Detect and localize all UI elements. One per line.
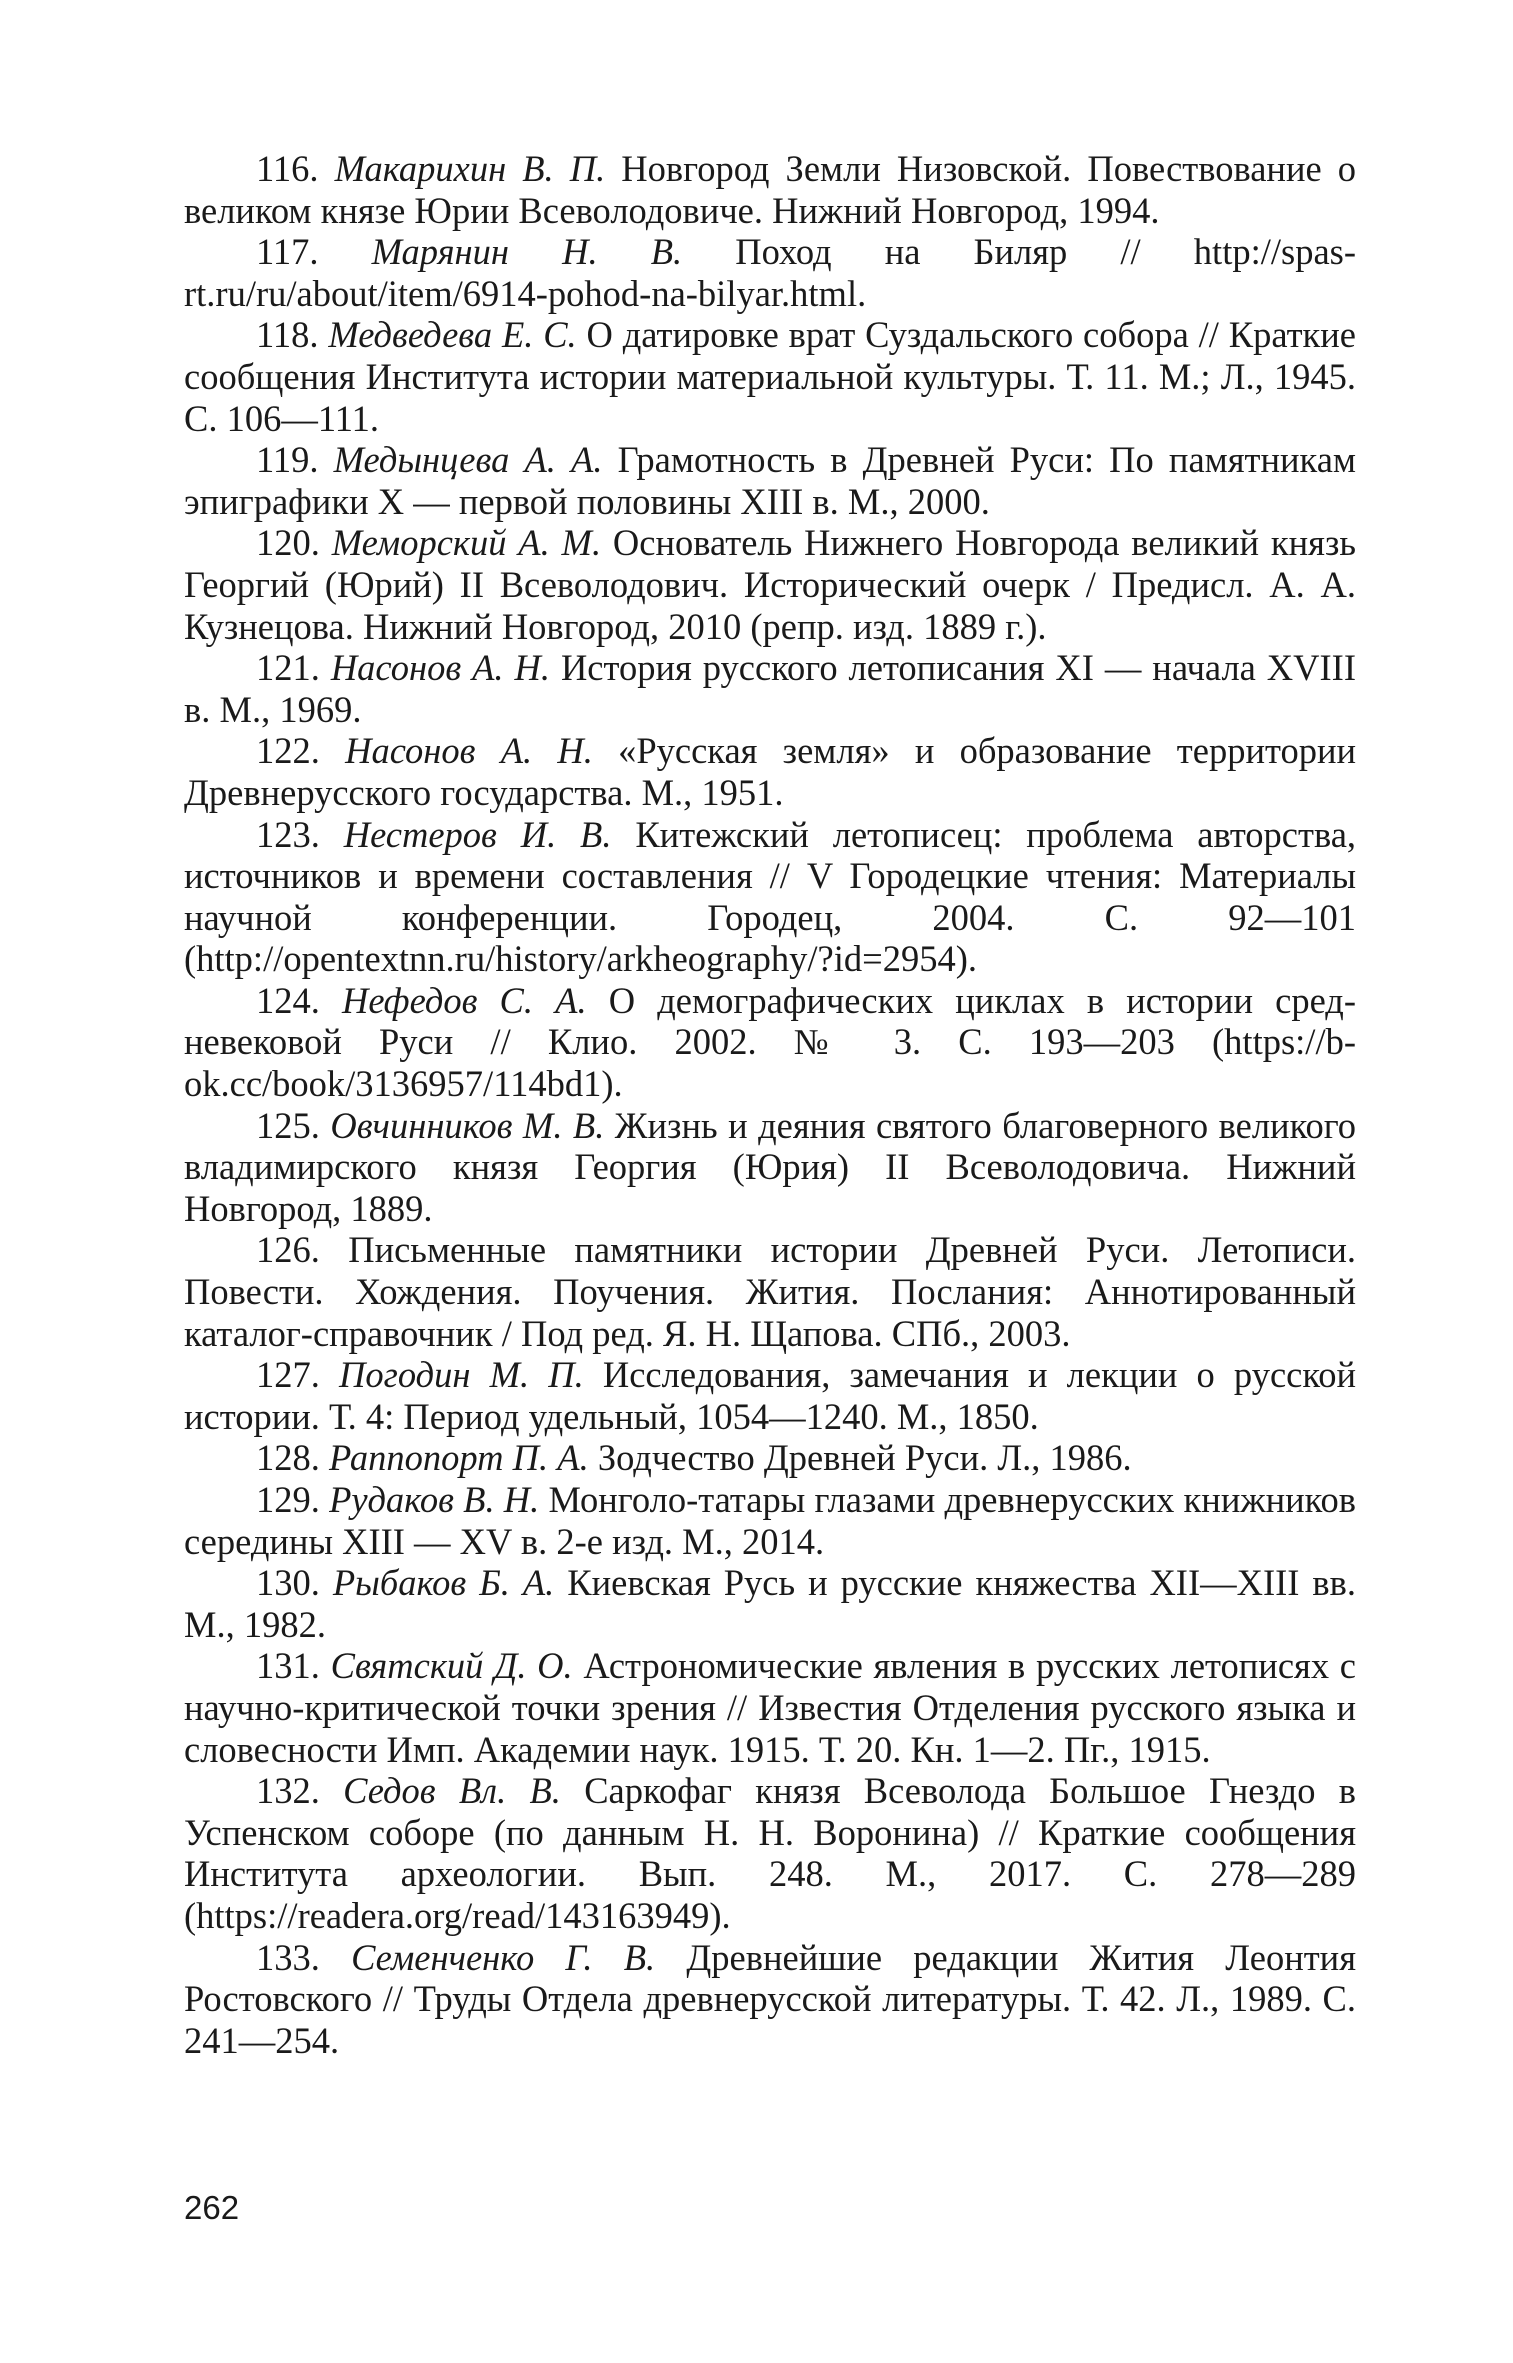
entry-number: 124. [256,979,320,1021]
entry-text: Монголо-татары глазами древнерусских книжников середины XIII — XV в. 2-е изд. М., 2014. [184,1479,1357,1562]
bib-entry [184,730,1356,813]
bib-entry [184,1437,1356,1479]
entry-text: Исследования, замечания и лекции о русской истории. Т. 4: Период удельный, 1054—1240. М., 1850. [184,1354,1357,1437]
entry-author: Медведева Е. С. [328,314,577,356]
entry-text: О демографических циклах в истории средневековой Руси // Клио. 2002. № 3. С. 193—203 (https://b-ok.cc/book/3136957/114bd1). [184,979,1357,1105]
bib-entry [184,647,1356,730]
bib-entry [184,1354,1356,1437]
entry-text: Письменные памятники истории Древней Руси. Летописи. Повести. Хождения. Поучения. Жития. Послания: Аннотированный каталог-справочник / Под ред. Я. Н. Щапова. СПб., 2003. [184,1229,1357,1354]
entry-number: 131. [256,1645,320,1687]
bibliography-list [184,148,1356,2061]
entry-number: 130. [256,1562,320,1604]
entry-author: Погодин М. П. [339,1354,584,1396]
page-number: 262 [184,2189,240,2226]
entry-text: О датировке врат Суздальского собора // Краткие сообщения Института истории материальной культуры. Т. 11. М.; Л., 1945. С. 106—111. [184,314,1357,439]
bib-entry [184,1937,1356,2062]
entry-text: Зодчество Древней Руси. Л., 1986. [597,1437,1132,1479]
entry-author: Раппопорт П. А. [329,1437,589,1479]
entry-author: Нестеров И. В. [343,813,612,855]
entry-text: Китежский летописец: проблема авторства, источников и времени составления // V Городецкие чтения: Материалы научной конференции. Городец, 2004. С. 92—101 (http://opentextnn.ru/history/arkheography/?id=2954). [184,813,1357,980]
entry-number: 127. [256,1354,320,1396]
entry-author: Меморский А. М. [331,522,602,564]
entry-text: Новгород Земли Низовской. Повествование о великом князе Юрии Всеволодовиче. Нижний Новгород, 1994. [184,148,1356,231]
entry-author: Рыбаков Б. А. [332,1562,555,1604]
entry-text: История русского летописания XI — начала XVIII в. М., 1969. [184,647,1356,730]
entry-author: Овчинников М. В. [330,1104,605,1146]
entry-author: Насонов А. Н. [330,647,550,689]
bib-entry [184,522,1356,647]
entry-text: Грамотность в Древней Руси: По памятникам эпиграфики X — первой половины XIII в. М., 2000. [184,439,1357,522]
bib-entry [184,439,1356,522]
entry-text: Саркофаг князя Всеволода Большое Гнездо в Успенском соборе (по данным Н. Н. Воронина) // Краткие сообщения Института археологии. Вып. 248. М., 2017. С. 278—289 (https://readera.org/read/143163949). [184,1770,1357,1936]
entry-author: Марянин Н. В. [371,231,683,273]
entry-number: 117. [256,231,319,273]
entry-number: 126. [256,1229,320,1271]
bib-entry [184,980,1356,1105]
entry-number: 123. [256,813,320,855]
entry-author: Семенченко Г. В. [351,1936,656,1978]
entry-number: 129. [256,1479,320,1520]
entry-author: Нефедов С. А. [342,979,587,1021]
entry-number: 132. [256,1770,320,1812]
entry-number: 120. [256,522,320,564]
entry-number: 121. [256,647,320,689]
entry-text: Древнейшие редакции Жития Леонтия Ростовского // Труды Отдела древнерусской литературы. Т. 42. Л., 1989. С. 241—254. [184,1936,1357,2061]
document-page [184,148,1356,2061]
bib-entry [184,148,1356,231]
entry-text: Киевская Русь и русские княжества XII—XIII вв. М., 1982. [184,1562,1357,1645]
entry-number: 128. [256,1437,320,1479]
bib-entry [184,1645,1356,1770]
bib-entry [184,231,1356,314]
entry-author: Седов Вл. В. [343,1770,561,1812]
bib-entry [184,1229,1356,1354]
entry-text: Жизнь и деяния святого благоверного великого владимирского князя Георгия (Юрия) II Всеволодовича. Нижний Новгород, 1889. [184,1104,1357,1229]
entry-number: 119. [256,439,319,481]
entry-number: 133. [256,1936,320,1978]
bib-entry [184,314,1356,439]
entry-author: Макарихин В. П. [334,148,606,189]
entry-number: 125. [256,1104,320,1146]
entry-number: 118. [256,314,319,356]
entry-author: Медынцева А. А. [333,439,603,481]
bib-entry [184,1105,1356,1230]
entry-text: «Русская земля» и образование территории Древнерусского государства. М., 1951. [184,730,1357,813]
entry-number: 116. [256,148,319,189]
bib-entry [184,1770,1356,1936]
entry-text: Астрономические явления в русских летописях с научно-критической точки зрения // Известия Отделения русского языка и словесности Имп. Академии наук. 1915. Т. 20. Кн. 1—2. Пг., 1915. [184,1645,1356,1770]
entry-text: Основатель Нижнего Новгорода великий князь Георгий (Юрий) II Всеволодович. Исторический очерк / Предисл. А. А. Кузнецова. Нижний Новгород, 2010 (репр. изд. 1889 г.). [184,522,1357,647]
entry-text: Поход на Биляр // http://spas-rt.ru/ru/about/item/6914-pohod-na-bilyar.html. [184,231,1357,314]
entry-author: Рудаков В. Н. [329,1479,540,1520]
bib-entry [184,1479,1356,1562]
entry-number: 122. [256,730,320,772]
bib-entry [184,814,1356,980]
entry-author: Насонов А. Н. [345,730,593,772]
bib-entry [184,1562,1356,1645]
entry-author: Святский Д. О. [330,1645,573,1687]
